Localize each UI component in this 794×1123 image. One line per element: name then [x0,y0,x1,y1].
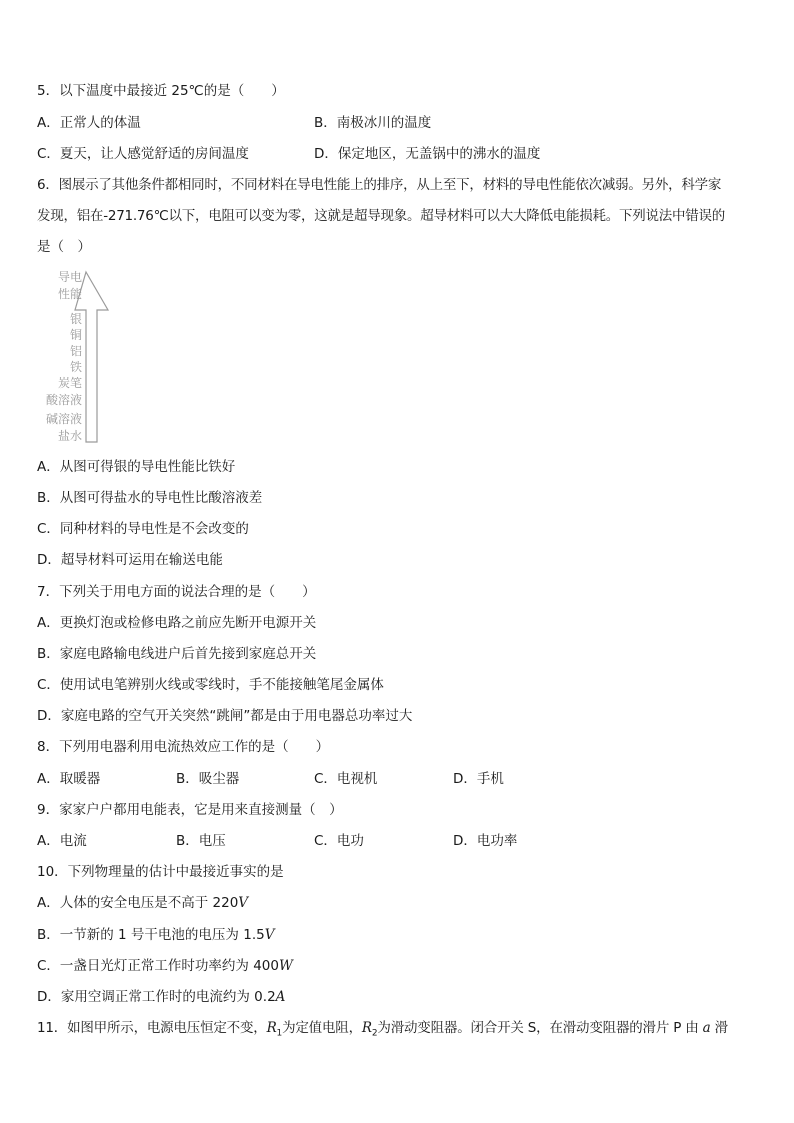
q6-stem-line-1: 6．图展示了其他条件都相同时，不同材料在导电性能上的排序，从上至下，材料的导电性能依次减弱。另外，科学家 [37,177,722,193]
q10-option-c [37,957,293,975]
q10-option-a-text: A．人体的安全电压是不高于 220 [37,895,239,911]
figure-top-label-1: 导电 [57,270,82,284]
q9-option-b: B．电压 [176,833,226,849]
q10-option-a [37,894,248,912]
q10-stem: 10．下列物理量的估计中最接近事实的是 [37,864,284,880]
q10-option-b-text: B．一节新的 1 号干电池的电压为 1.5 [37,927,265,943]
q5-option-d: D．保定地区，无盖锅中的沸水的温度 [314,146,541,162]
q10-option-d [37,988,285,1006]
q6-stem-line-3: 是（ ） [37,239,91,255]
q7-option-a: A．更换灯泡或检修电路之前应先断开电源开关 [37,615,317,631]
q5-option-c: C．夏天，让人感觉舒适的房间温度 [37,146,249,162]
q10-option-b [37,926,274,944]
q8-option-b: B．吸尘器 [176,771,240,787]
q11-text-1: 11．如图甲所示，电源电压恒定不变， [37,1020,267,1036]
q9-option-a: A．电流 [37,833,87,849]
q7-option-b: B．家庭电路输电线进户后首先接到家庭总开关 [37,646,317,662]
figure-material: 铝 [69,344,82,358]
r2-symbol: R [361,1020,372,1036]
q11-text-2: 为定值电阻， [282,1020,362,1036]
q9-option-d: D．电功率 [453,833,518,849]
q10-option-a-unit: V [238,895,249,911]
figure-material: 碱溶液 [45,412,82,426]
q7-option-c: C．使用试电笔辨别火线或零线时，手不能接触笔尾金属体 [37,677,384,693]
q6-option-a: A．从图可得银的导电性能比铁好 [37,459,236,475]
q10-option-d-text: D．家用空调正常工作时的电流约为 0.2 [37,989,276,1005]
q6-option-c: C．同种材料的导电性是不会改变的 [37,521,249,537]
q11-stem [37,1019,728,1043]
figure-material: 铁 [69,360,82,374]
q10-option-c-unit: W [279,958,293,974]
point-a-symbol: a [702,1020,711,1036]
q6-option-d: D．超导材料可运用在输送电能 [37,552,223,568]
figure-material: 炭笔 [57,376,82,390]
q8-option-d: D．手机 [453,771,504,787]
r1-subscript: 1 [276,1028,283,1039]
conductivity-figure [44,262,134,448]
q6-option-b: B．从图可得盐水的导电性比酸溶液差 [37,490,263,506]
q7-option-d: D．家庭电路的空气开关突然“跳闸”都是由于用电器总功率过大 [37,708,413,724]
r2-subscript: 2 [371,1028,378,1039]
q9-stem: 9．家家户户都用电能表，它是用来直接测量（ ） [37,802,343,818]
figure-material: 银 [69,312,82,326]
figure-top-label-2: 性能 [57,287,82,301]
q8-option-c: C．电视机 [314,771,378,787]
q6-stem-line-2: 发现，铝在-271.76℃以下，电阻可以变为零，这就是超导现象。超导材料可以大大降低电能损耗。下列说法中错误的 [37,208,726,224]
q11-text-3: 为滑动变阻器。闭合开关 S，在滑动变阻器的滑片 P 由 [377,1020,703,1036]
figure-material: 盐水 [57,429,82,443]
figure-material: 酸溶液 [45,393,82,407]
q5-stem: 5．以下温度中最接近 25℃的是（ ） [37,83,285,99]
q5-option-a: A．正常人的体温 [37,115,141,131]
q10-option-b-unit: V [264,927,275,943]
figure-material: 铜 [69,328,82,342]
q7-stem: 7．下列关于用电方面的说法合理的是（ ） [37,584,316,600]
q9-option-c: C．电功 [314,833,364,849]
q11-text-4: 滑 [710,1020,728,1036]
q10-option-d-unit: A [275,989,286,1005]
q5-option-b: B．南极冰川的温度 [314,115,432,131]
q10-option-c-text: C．一盏日光灯正常工作时功率约为 400 [37,958,279,974]
q8-stem: 8．下列用电器利用电流热效应工作的是（ ） [37,739,330,755]
r1-symbol: R [266,1020,277,1036]
q8-option-a: A．取暖器 [37,771,101,787]
